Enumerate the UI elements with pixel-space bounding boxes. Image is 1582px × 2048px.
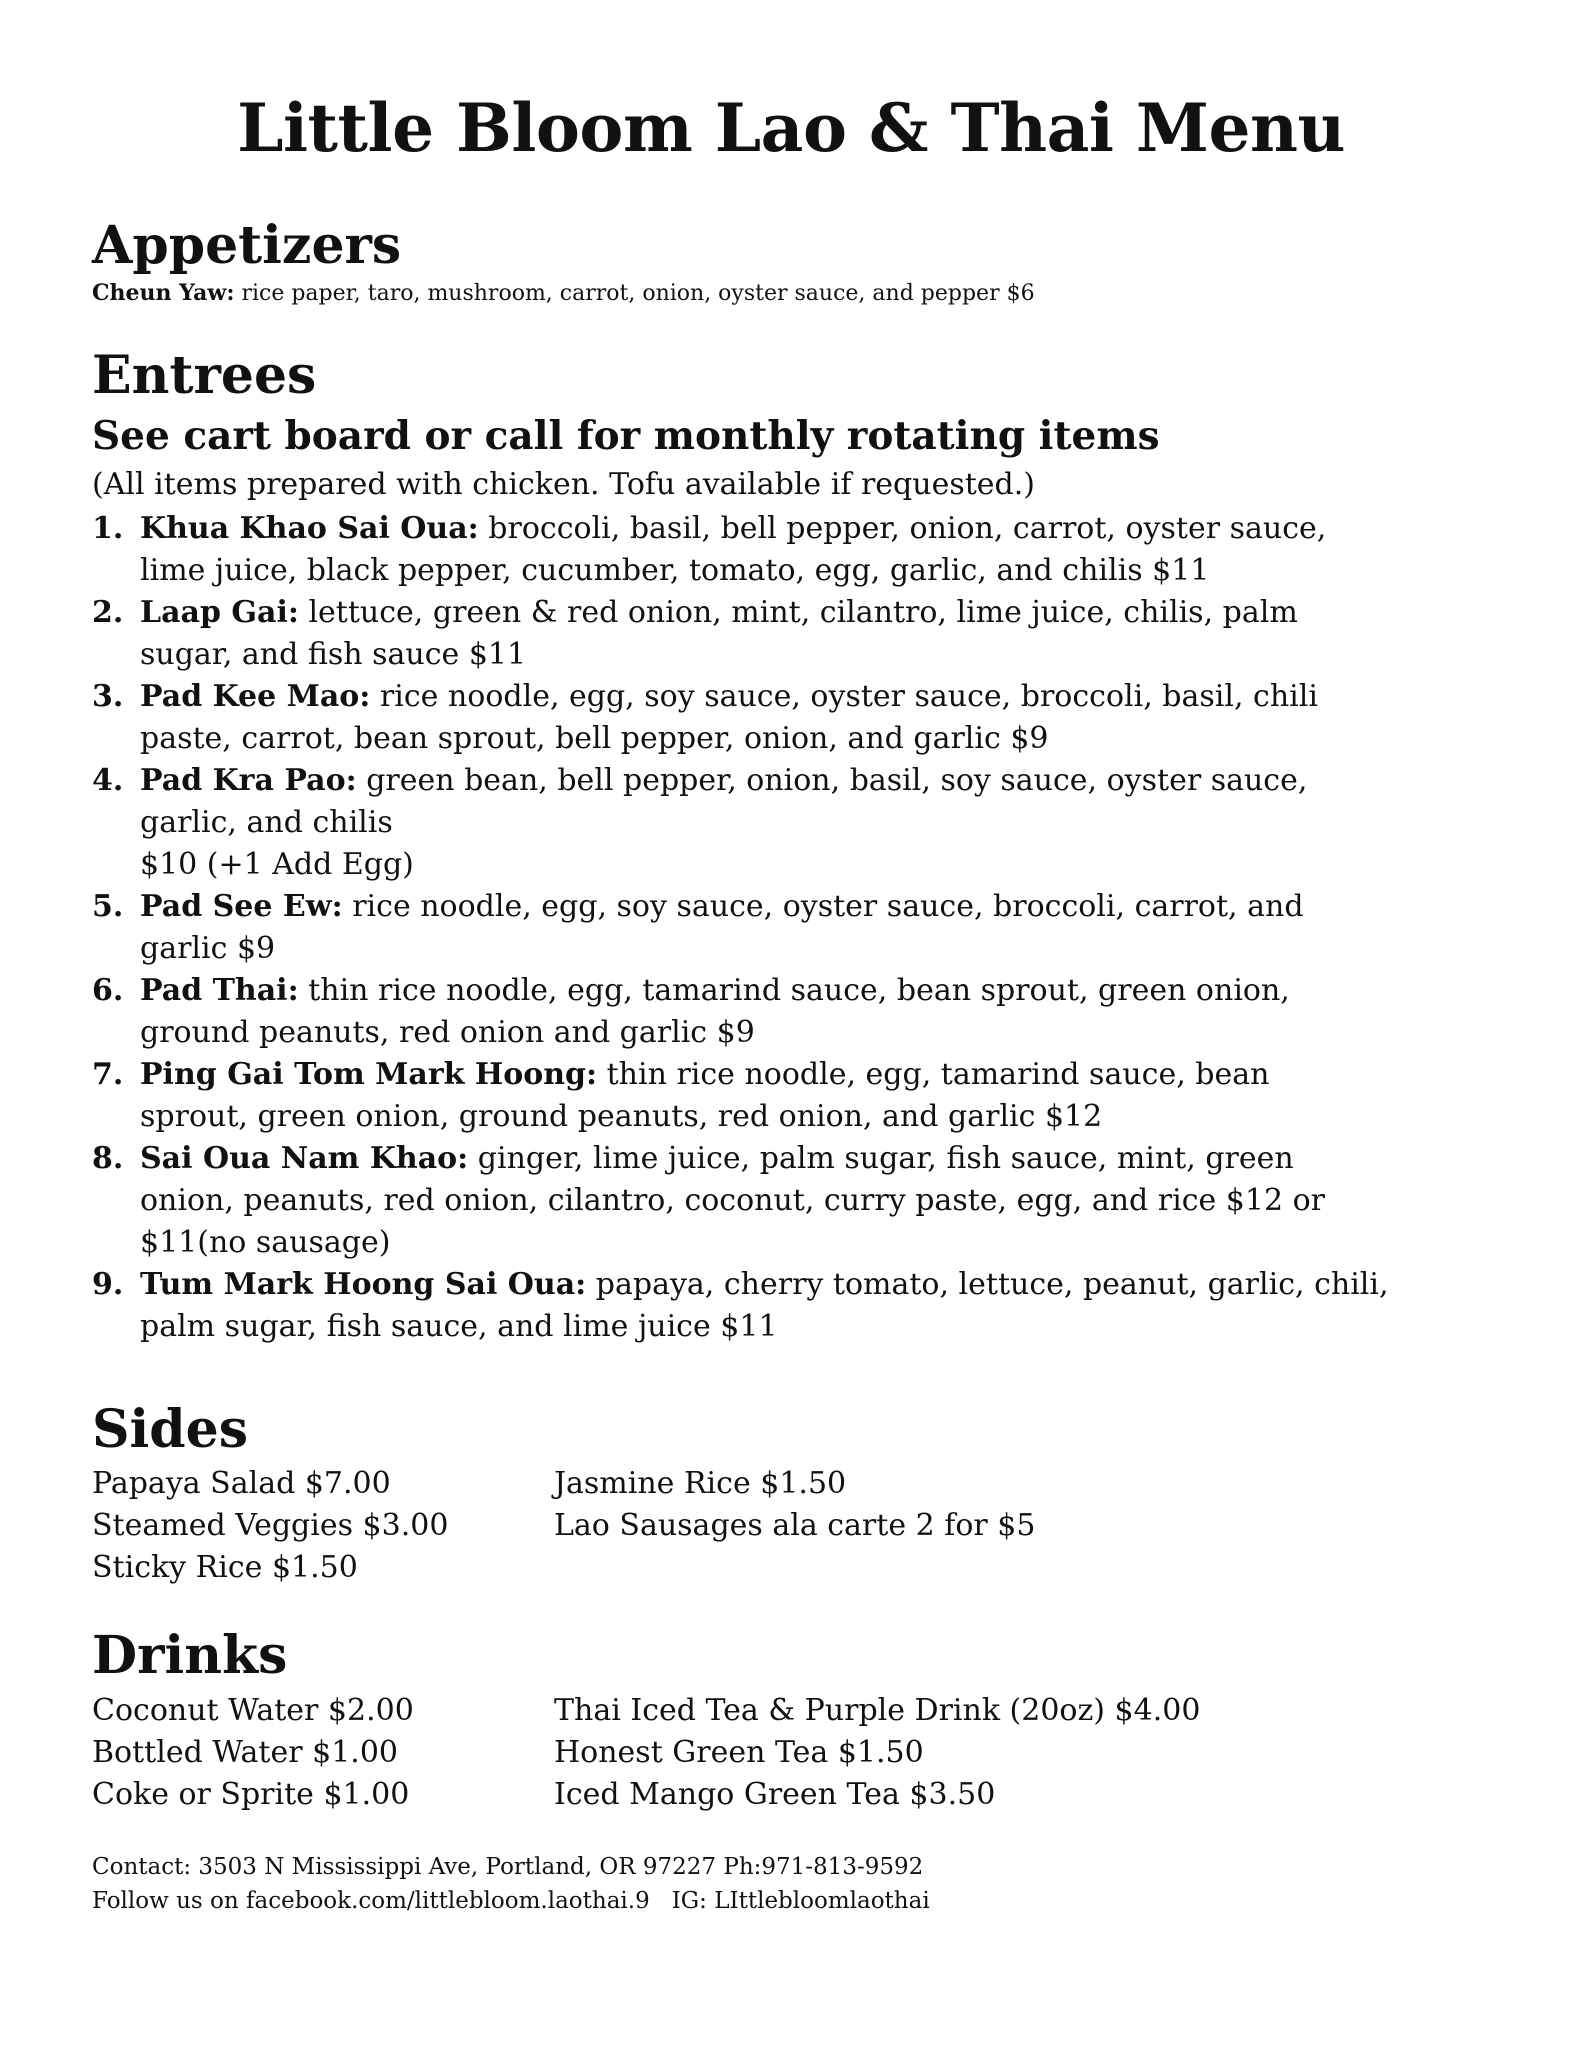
entree-name: Laap Gai: (140, 595, 299, 630)
entree-name: Pad Kra Pao: (140, 763, 357, 798)
entree-number: 7. (92, 1057, 124, 1092)
drink-item: Coke or Sprite $1.00 (92, 1777, 410, 1812)
drinks-heading: Drinks (92, 1625, 288, 1686)
entree-number: 6. (92, 973, 124, 1008)
appetizer-item-name: Cheun Yaw: (92, 280, 235, 306)
side-item: Lao Sausages ala carte 2 for $5 (554, 1508, 1036, 1543)
side-item: Steamed Veggies $3.00 (92, 1508, 449, 1543)
entree-description: ginger, lime juice, palm sugar, fish sauce, mint, green (468, 1141, 1294, 1176)
entrees-heading: Entrees (92, 345, 317, 406)
entree-number: 2. (92, 595, 124, 630)
menu-title: Little Bloom Lao & Thai Menu (237, 89, 1345, 167)
appetizer-item (92, 280, 1035, 307)
social-info (92, 1884, 930, 1918)
entrees-subheading: See cart board or call for monthly rotating items (92, 413, 1160, 459)
contact-info: Contact: 3503 N Mississippi Ave, Portland, OR 97227 Ph:971-813-9592 (92, 1854, 924, 1880)
entree-item (92, 1264, 1532, 1348)
entree-item (92, 676, 1532, 760)
entree-name: Ping Gai Tom Mark Hoong: (140, 1057, 598, 1092)
entree-description: rice noodle, egg, soy sauce, oyster sauce, broccoli, carrot, and (342, 889, 1304, 924)
entree-line: palm sugar, fish sauce, and lime juice $11 (140, 1309, 778, 1344)
entree-item (92, 592, 1532, 676)
entree-line: $11(no sausage) (140, 1225, 391, 1260)
entree-number: 4. (92, 763, 124, 798)
entree-line: garlic $9 (140, 931, 276, 966)
appetizer-item-description: rice paper, taro, mushroom, carrot, onion, oyster sauce, and pepper $6 (234, 281, 1035, 306)
entree-line: ground peanuts, red onion and garlic $9 (140, 1015, 755, 1050)
entree-number: 3. (92, 679, 124, 714)
appetizers-heading: Appetizers (92, 215, 402, 276)
entree-item (92, 970, 1532, 1054)
entrees-note: (All items prepared with chicken. Tofu available if requested.) (92, 467, 1035, 502)
drinks-right-column (554, 1690, 1200, 1816)
drink-item: Bottled Water $1.00 (92, 1735, 398, 1770)
entree-line (140, 676, 1532, 718)
facebook-link: Follow us on facebook.com/littlebloom.laothai.9 (92, 1888, 650, 1914)
entree-item (92, 760, 1532, 886)
entree-line: sprout, green onion, ground peanuts, red onion, and garlic $12 (140, 1099, 1103, 1134)
entree-line (140, 592, 1532, 634)
entree-line (140, 1054, 1532, 1096)
entree-description: lettuce, green & red onion, mint, cilantro, lime juice, chilis, palm (298, 595, 1298, 630)
sides-left-column (92, 1463, 448, 1589)
entree-line (140, 970, 1532, 1012)
entree-line: sugar, and fish sauce $11 (140, 637, 527, 672)
drinks-left-column (92, 1690, 414, 1816)
side-item: Jasmine Rice $1.50 (554, 1466, 847, 1501)
drink-item: Thai Iced Tea & Purple Drink (20oz) $4.00 (554, 1693, 1201, 1728)
entree-item (92, 1054, 1532, 1138)
entree-name: Pad See Ew: (140, 889, 343, 924)
entree-number: 5. (92, 889, 124, 924)
entree-number: 8. (92, 1141, 124, 1176)
entree-line: $10 (+1 Add Egg) (140, 847, 414, 882)
instagram-handle: IG: LIttlebloomlaothai (671, 1888, 930, 1914)
entree-line: lime juice, black pepper, cucumber, tomato, egg, garlic, and chilis $11 (140, 553, 1210, 588)
entree-name: Pad Kee Mao: (140, 679, 371, 714)
entree-name: Khua Khao Sai Oua: (140, 511, 479, 546)
sides-heading: Sides (92, 1399, 249, 1460)
entree-description: broccoli, basil, bell pepper, onion, carrot, oyster sauce, (478, 511, 1327, 546)
entree-name: Sai Oua Nam Khao: (140, 1141, 469, 1176)
drink-item: Iced Mango Green Tea $3.50 (554, 1777, 996, 1812)
entree-description: thin rice noodle, egg, tamarind sauce, bean (597, 1057, 1270, 1092)
entree-item (92, 1138, 1532, 1264)
side-item: Sticky Rice $1.50 (92, 1550, 358, 1585)
side-item: Papaya Salad $7.00 (92, 1466, 391, 1501)
entree-line (140, 886, 1532, 928)
entree-item (92, 508, 1532, 592)
entree-description: thin rice noodle, egg, tamarind sauce, bean sprout, green onion, (298, 973, 1290, 1008)
entree-name: Pad Thai: (140, 973, 299, 1008)
entree-description: green bean, bell pepper, onion, basil, soy sauce, oyster sauce, (356, 763, 1308, 798)
entree-name: Tum Mark Hoong Sai Oua: (140, 1267, 587, 1302)
entree-line: paste, carrot, bean sprout, bell pepper, onion, and garlic $9 (140, 721, 1049, 756)
entree-number: 9. (92, 1267, 124, 1302)
footer (92, 1850, 930, 1918)
drink-item: Coconut Water $2.00 (92, 1693, 414, 1728)
entree-line (140, 1264, 1532, 1306)
entree-item (92, 886, 1532, 970)
sides-right-column (554, 1463, 1035, 1547)
entree-line (140, 760, 1532, 802)
entree-line: garlic, and chilis (140, 805, 393, 840)
entree-description: papaya, cherry tomato, lettuce, peanut, garlic, chili, (586, 1267, 1389, 1302)
entree-line (140, 1138, 1532, 1180)
entree-line: onion, peanuts, red onion, cilantro, coconut, curry paste, egg, and rice $12 or (140, 1183, 1325, 1218)
entrees-list (92, 508, 1532, 1348)
entree-description: rice noodle, egg, soy sauce, oyster sauce, broccoli, basil, chili (370, 679, 1318, 714)
drink-item: Honest Green Tea $1.50 (554, 1735, 924, 1770)
entree-line (140, 508, 1532, 550)
entree-number: 1. (92, 511, 124, 546)
